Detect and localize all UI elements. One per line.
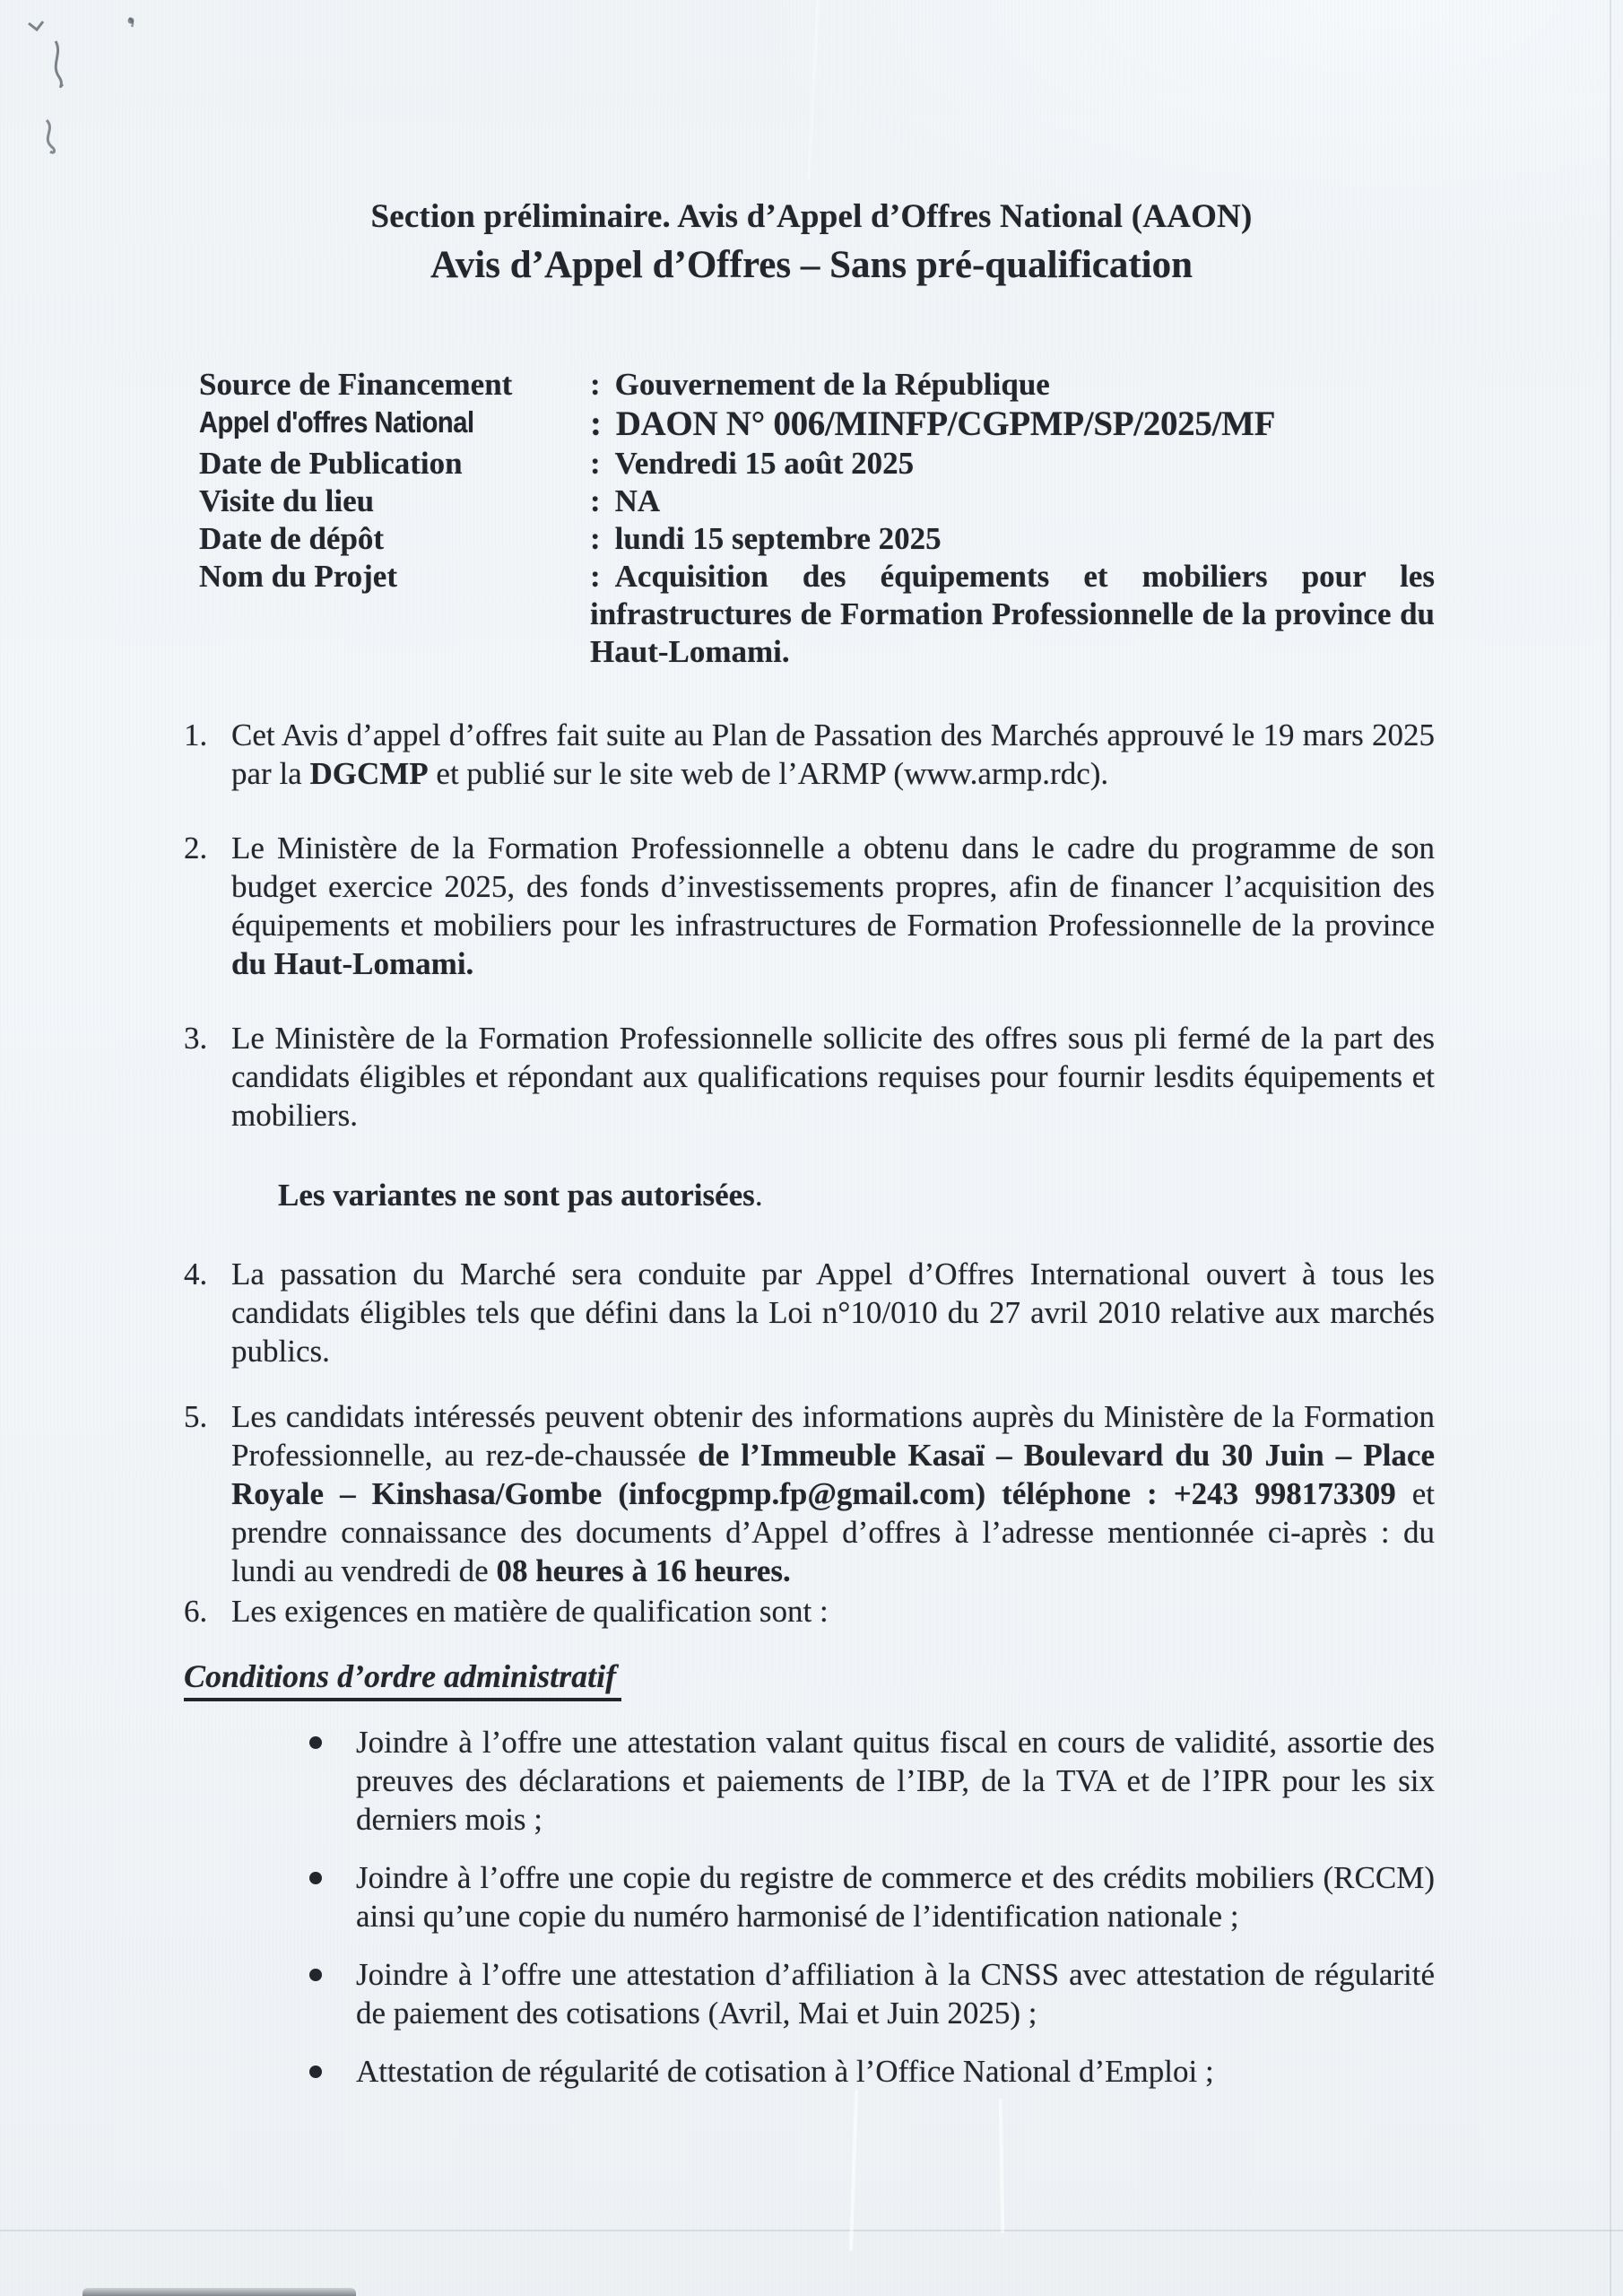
numbered-item-1 xyxy=(184,716,1435,793)
info-value-text: lundi 15 septembre 2025 xyxy=(614,521,942,556)
item-number: 1. xyxy=(184,718,208,752)
info-value-text: NA xyxy=(614,483,661,518)
info-value xyxy=(590,366,1435,404)
colon: : xyxy=(590,404,602,443)
info-row-financement xyxy=(199,366,1435,404)
item-number: 6. xyxy=(184,1594,208,1629)
bullet-text: Attestation de régularité de cotisation à l’Office National d’Emploi ; xyxy=(356,2054,1214,2089)
numbered-item-2 xyxy=(184,829,1435,983)
info-value-text: Acquisition des équipements et mobiliers pour les infrastructures de Formation Professionnelle de la province du Haut-Lomami. xyxy=(590,559,1435,669)
scan-edge-right xyxy=(1610,0,1611,2296)
variants-note: Les variantes ne sont pas autorisées. xyxy=(278,1178,763,1213)
info-value xyxy=(590,520,1435,558)
info-value xyxy=(590,483,1435,520)
info-value xyxy=(590,404,1435,445)
info-row-appel-offres xyxy=(199,404,1435,445)
info-row-depot xyxy=(199,520,1435,558)
colon: : xyxy=(590,483,601,518)
info-label: Date de dépôt xyxy=(199,521,385,556)
info-value-text: Vendredi 15 août 2025 xyxy=(614,446,915,481)
bullet-icon xyxy=(309,1872,322,1884)
item-number: 5. xyxy=(184,1399,208,1434)
info-label: Date de Publication xyxy=(199,446,463,481)
item-text: Les candidats intéressés peuvent obtenir des informations auprès du Ministère de la Formation Professionnelle, au rez-de-chaussée de l’Immeuble Kasaï – Boulevard du 30 Juin – Place Royale – Kinshasa/Gombe (infocgpmp.fp@gmail.com) téléphone : +243 998173309 et prendre connaissance des documents d’Appel d’offres à l’adresse mentionnée ci-après : du lundi au vendredi de 08 heures à 16 heures. xyxy=(231,1399,1436,1588)
item-text: Le Ministère de la Formation Professionnelle a obtenu dans le cadre du programme de son budget exercice 2025, des fonds d’investissements propres, afin de financer l’acquisition des équipements et mobiliers pour les infrastructures de Formation Professionnelle de la province du Haut-Lomami. xyxy=(231,831,1435,981)
ink-marks-icon xyxy=(16,5,160,167)
info-table xyxy=(199,366,1435,671)
item-text: Les exigences en matière de qualification sont : xyxy=(231,1594,829,1629)
colon: : xyxy=(590,367,601,402)
item-number: 2. xyxy=(184,831,208,865)
bullet-item-4 xyxy=(309,2052,1435,2091)
numbered-item-6 xyxy=(184,1592,1435,1631)
item-number: 4. xyxy=(184,1257,208,1292)
paper-streak xyxy=(849,2090,858,2251)
scan-edge-bottom xyxy=(82,2288,356,2296)
item-text: Cet Avis d’appel d’offres fait suite au Plan de Passation des Marchés approuvé le 19 mars 2025 par la DGCMP et publié sur le site web de l’ARMP (www.armp.rdc). xyxy=(231,718,1435,791)
info-value xyxy=(590,445,1435,483)
bullet-icon xyxy=(309,1969,322,1981)
section-heading-text: Conditions d’ordre administratif xyxy=(184,1657,621,1701)
bullet-text: Joindre à l’offre une attestation d’affiliation à la CNSS avec attestation de régularité de paiement des cotisations (Avril, Mai et Juin 2025) ; xyxy=(356,1957,1435,2031)
info-label: Nom du Projet xyxy=(199,559,397,594)
info-label: Source de Financement xyxy=(199,367,513,402)
paper-streak xyxy=(999,2099,1005,2233)
numbered-item-4 xyxy=(184,1255,1435,1370)
bullet-text: Joindre à l’offre une attestation valant quitus fiscal en cours de validité, assortie des preuves des déclarations et paiements de l’IBP, de la TVA et de l’IPR pour les six derniers mois ; xyxy=(356,1725,1435,1837)
doc-title: Section préliminaire. Avis d’Appel d’Offres National (AAON) xyxy=(370,198,1253,235)
colon: : xyxy=(590,446,601,481)
bullet-text: Joindre à l’offre une copie du registre de commerce et des crédits mobiliers (RCCM) ainsi qu’une copie du numéro harmonisé de l’identification nationale ; xyxy=(356,1860,1435,1934)
info-value-text: DAON N° 006/MINFP/CGPMP/SP/2025/MF xyxy=(615,404,1276,443)
bullet-item-3 xyxy=(309,1955,1435,2032)
info-value-text: Gouvernement de la République xyxy=(614,367,1050,402)
colon: : xyxy=(590,521,601,556)
bullet-icon xyxy=(309,1736,322,1749)
item-text: La passation du Marché sera conduite par Appel d’Offres International ouvert à tous les candidats éligibles tels que défini dans la Loi n°10/010 du 27 avril 2010 relative aux marchés publics. xyxy=(231,1257,1435,1369)
numbered-item-3 xyxy=(184,1019,1435,1135)
section-heading xyxy=(184,1657,1623,1701)
doc-subtitle: Avis d’Appel d’Offres – Sans pré-qualification xyxy=(430,244,1193,286)
info-label: Visite du lieu xyxy=(199,483,375,518)
info-label: Appel d'offres National xyxy=(199,405,474,439)
bullet-icon xyxy=(309,2066,322,2078)
info-row-publication xyxy=(199,445,1435,483)
item-text: Le Ministère de la Formation Professionnelle sollicite des offres sous pli fermé de la part des candidats éligibles et répondant aux qualifications requises pour fournir lesdits équipements et mobiliers. xyxy=(231,1021,1435,1133)
colon: : xyxy=(590,559,601,594)
numbered-item-5 xyxy=(184,1397,1435,1590)
item-number: 3. xyxy=(184,1021,208,1056)
info-value xyxy=(590,558,1435,671)
bullet-item-2 xyxy=(309,1858,1435,1935)
bullet-item-1 xyxy=(309,1723,1435,1839)
info-row-visite xyxy=(199,483,1435,520)
info-row-projet xyxy=(199,558,1435,671)
paper-crease xyxy=(0,2230,1623,2231)
